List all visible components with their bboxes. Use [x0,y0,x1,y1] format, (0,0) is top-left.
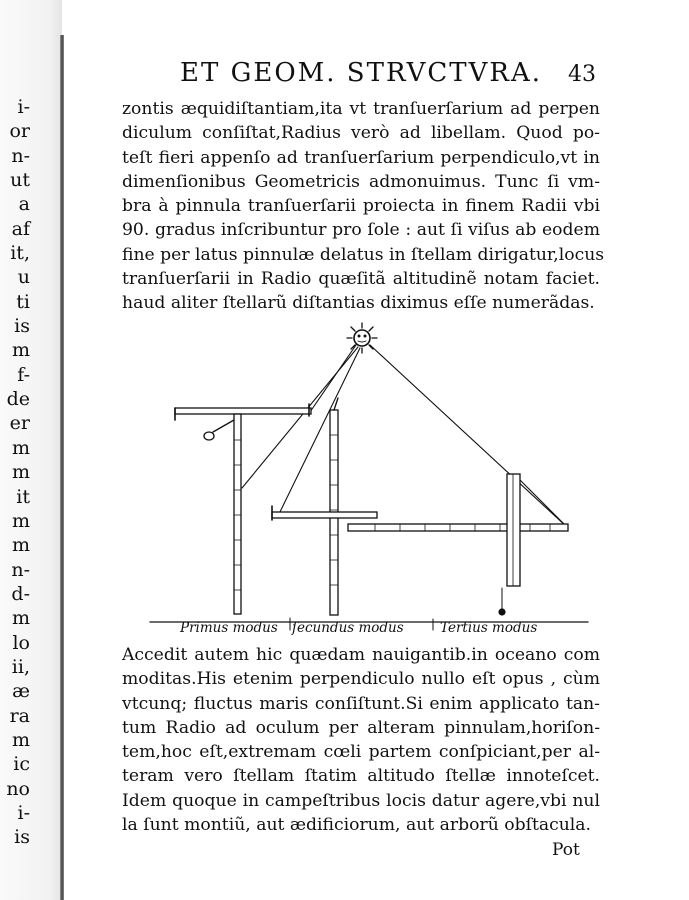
text-line: 90. gradus inſcribuntur pro ſole : aut ſi viſus ab eodem [122,220,600,241]
margin-fragment: i- [17,801,30,824]
text-line: vtcunq; fluctus maris conſiſtunt.Si enim applicato tan- [122,693,600,714]
margin-fragment: u [17,266,30,289]
instrument-secundus [272,398,377,615]
running-head: ET GEOM. STRVCTVRA. [180,58,543,88]
margin-fragment: m [11,436,30,459]
text-line: teram vero ſtellam ſtatim altitudo ſtellæ innoteſcet. [122,766,600,787]
margin-fragment: m [11,728,30,751]
margin-fragment: m [11,607,30,630]
margin-fragment: it, [10,242,30,265]
text-line: Accedit autem hic quædam nauigantib.in oceano com [122,645,600,665]
margin-fragment: i- [17,96,30,118]
text-line: tum Radio ad oculum per alteram pinnulam,horiſon- [122,717,600,738]
text-line: fine per latus pinnulæ delatus in ſtellam dirigatur,locus [122,244,605,265]
margin-fragment: ic [13,753,30,776]
margin-fragment: n- [11,144,30,167]
margin-fragment: is [14,826,30,849]
text-line: tem,hoc eſt,extremam cœli partem conſpiciant,per al- [122,742,600,763]
sun-icon [347,323,377,353]
paragraph-bottom [122,643,600,837]
margin-fragment: lo [12,631,30,654]
text-line: moditas.His etenim perpendiculo nullo eſt opus , cùm [122,669,600,690]
margin-fragment: d- [11,582,30,605]
text-line: la ſunt montiũ, aut ædificiorum, aut arborũ obſtacula. [122,815,591,836]
margin-fragment: ut [10,169,30,192]
text-line: teſt fieri appenſo ad tranſuerſarium perpendiculo,vt in [122,147,600,168]
text-line: diculum conſiſtat,Radius verò ad libellam. Quod po- [122,123,600,144]
margin-fragment: m [11,461,30,484]
margin-fragment: a [18,193,30,216]
margin-fragment: de [6,388,30,411]
margin-fragment: is [14,315,30,338]
margin-fragment: n- [11,558,30,581]
margin-fragment: or [9,120,30,143]
margin-fragment: ii, [11,655,30,678]
margin-fragment: m [11,534,30,557]
text-line: Idem quoque in campeſtribus locis datur agere,vbi nul [122,790,600,811]
margin-fragment: f- [17,363,30,386]
caption-secundus: ſecundus modus [292,620,404,636]
text-line: bra à pinnula tranſuerſarii proiecta in finem Radii vbi [122,196,600,217]
margin-fragment: er [9,412,30,435]
margin-fragment: it [16,485,30,508]
margin-fragment: æ [12,680,30,703]
instrument-primus [175,404,311,614]
text-line: tranſuerſarii in Radio quæſitã altitudinẽ notam faciet. [122,269,600,290]
text-line: haud aliter ſtellarũ diſtantias diximus eſſe numerãdas. [122,293,595,314]
caption-tertius: Tertius modus [440,620,538,636]
caption-primus: Primus modus [180,620,278,636]
margin-fragment: ra [9,704,30,727]
catchword: Pot [552,840,580,860]
text-line: dimenſionibus Geometricis admonuimus. Tunc ſi vm- [122,171,600,192]
margin-fragment: m [11,509,30,532]
margin-fragment: m [11,339,30,362]
margin-fragment: no [6,777,30,800]
margin-fragment: af [11,217,30,240]
margin-fragment: ti [16,290,30,313]
text-line: zontis æquidiſtantiam,ita vt tranſuerſarium ad perpen [122,99,600,119]
page-number: 43 [568,62,596,87]
